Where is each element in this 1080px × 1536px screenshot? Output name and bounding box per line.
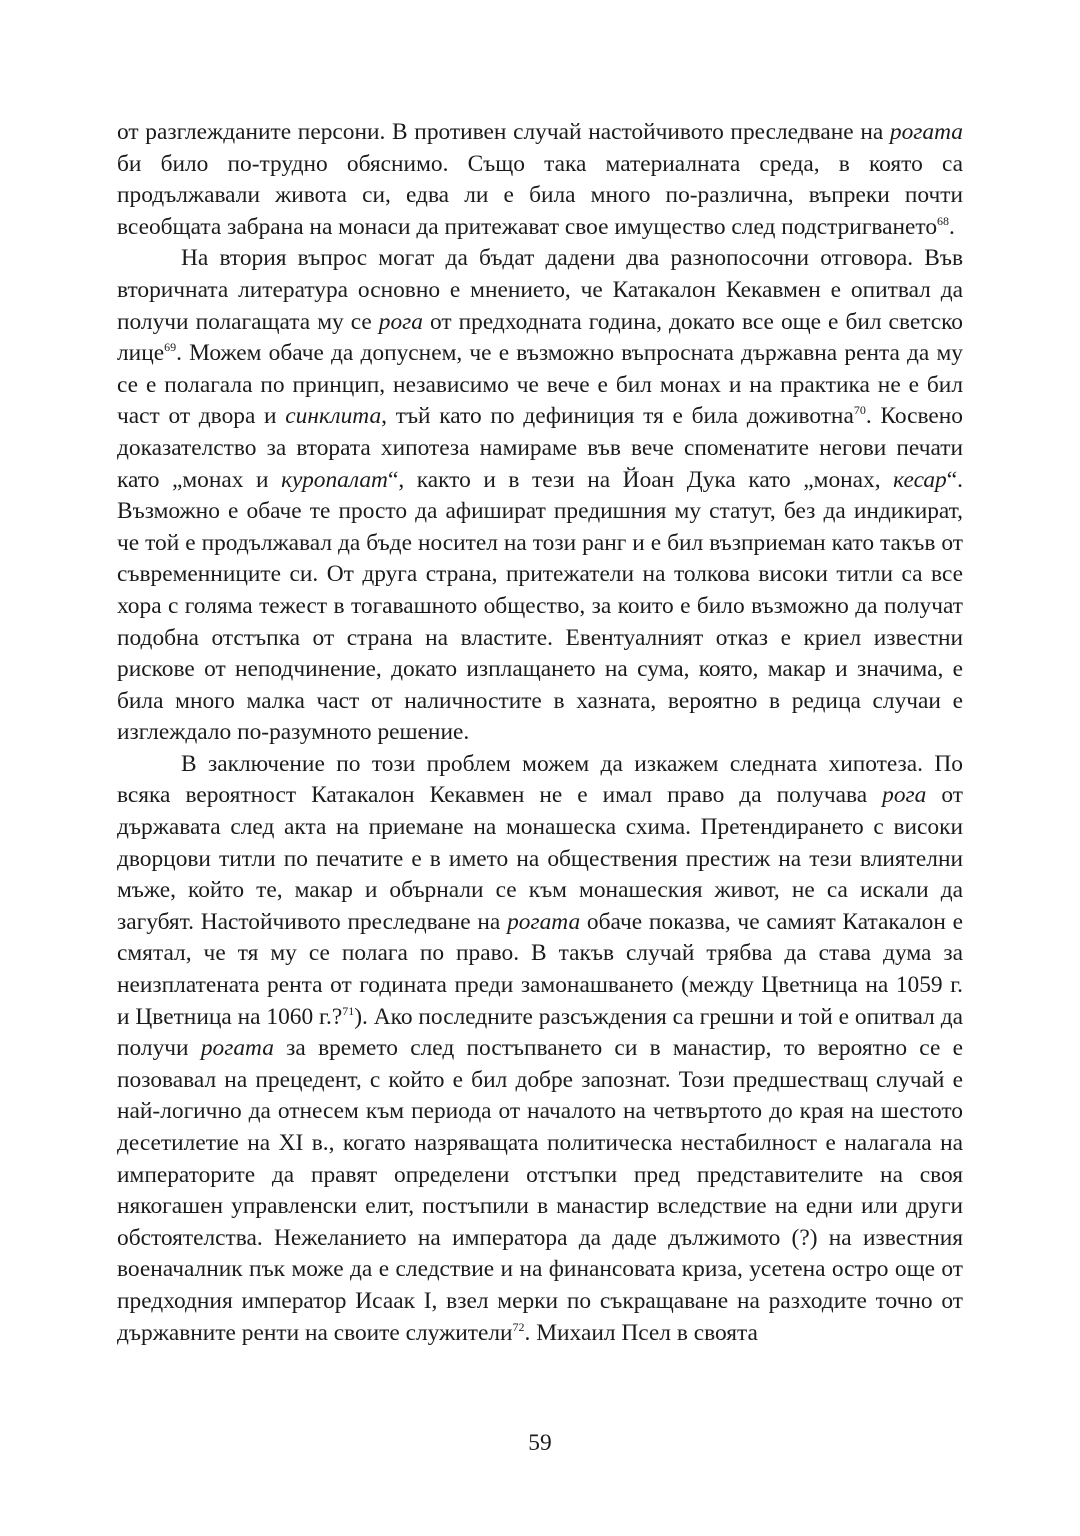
text-run: би било по-трудно обяснимо. Също така материалната среда, в която са продължавали живота си, едва ли е била много по-различна, въпреки почти всеобщата забрана на монаси да притежават свое имущество след подстригването — [117, 150, 963, 240]
text-run: ). Ако последните разсъждения са грешни и той е опитвал да получи — [117, 1003, 963, 1062]
italic-term: рога — [882, 782, 927, 809]
text-run: . — [949, 213, 955, 240]
footnote-ref[interactable]: 68 — [937, 213, 950, 228]
italic-term: рогата — [200, 1035, 274, 1062]
paragraph — [117, 243, 963, 749]
text-run: . Косвено доказателство за втората хипотеза намираме във вече споменатите негови печати като „монах и — [117, 403, 964, 493]
paragraph — [117, 749, 963, 1349]
text-run: от предходната година, докато все още е бил светско лице — [117, 308, 963, 367]
footnote-ref[interactable]: 72 — [512, 1319, 525, 1334]
italic-term: рогата — [507, 908, 581, 935]
text-run: В заключение по този проблем можем да изкажем следната хипотеза. По всяка вероятност Катакалон Кекавмен не е имал право да получава — [117, 750, 963, 809]
text-run: . Можем обаче да допуснем, че е възможно въпросната държавна рента да му се е полагала по принцип, независимо че вече е бил монах и на практика не е бил част от двора и — [117, 340, 963, 430]
italic-term: рогата — [889, 119, 963, 145]
text-run: “, както и в тези на Йоан Дука като „монах, — [387, 466, 894, 493]
page-body — [117, 117, 963, 1349]
text-run: На втория въпрос могат да бъдат дадени два разнопосочни отговора. Във вторичната литература основно е мнението, че Катакалон Кекавмен е опитвал да получи полагащата му се — [117, 245, 963, 335]
footnote-ref[interactable]: 69 — [164, 340, 177, 355]
text-run: , тъй като по дефиниция тя е била доживотна — [381, 403, 854, 430]
italic-term: куропалат — [281, 466, 388, 493]
text-run: от разглежданите персони. В противен случай настойчивото преследване на — [117, 119, 890, 145]
text-run: обаче показва, че самият Катакалон е смятал, че тя му се полага по право. В такъв случай трябва да става дума за неизплатената рента от годината преди замонашването (между Цветница на 1059 г. и Цветница на 1060 г.? — [117, 908, 964, 1030]
footnote-ref[interactable]: 70 — [853, 403, 866, 418]
footnote-ref[interactable]: 71 — [342, 1003, 355, 1018]
italic-term: кесар — [893, 466, 947, 493]
text-run: за времето след постъпването си в манастир, то вероятно се е позовавал на прецедент, с който е бил добре запознат. Този предшестващ случай е най-логично да отнесем към периода от началото на четвъртото до края на шестото десетилетие на XI в., когато назряващата политическа нестабилност е налагала на императорите да правят определени отстъпки пред представителите на своя някогашен управленски елит, постъпили в манастир вследствие на едни или други обстоятелства. Нежеланието на императора да даде дължимото (?) на известния военачалник пък може да е следствие и на финансовата криза, усетена остро още от предходния император Исаак I, взел мерки по съкращаване на разходите точно от държавните ренти на своите служители — [117, 1035, 964, 1346]
italic-term: рога — [378, 308, 423, 335]
page-number: 59 — [528, 1430, 552, 1456]
text-run: от държавата след акта на приемане на монашеска схима. Претендирането с високи дворцови титли по печатите е в името на обществения престиж на тези влиятелни мъже, който те, макар и обърнали се към монашеския живот, не са искали да загубят. Настойчивото преследване на — [117, 782, 963, 935]
italic-term: синклита — [285, 403, 382, 430]
text-run: . Михаил Псел в своята — [524, 1319, 758, 1346]
paragraph — [117, 117, 963, 243]
text-run: “. Възможно е обаче те просто да афишират предишния му статут, без да индикират, че той е продължавал да бъде носител на този ранг и е бил възприеман като такъв от съвременниците си. От друга страна, притежатели на толкова високи титли са все хора с голяма тежест в тогавашното общество, за които е било възможно да получат подобна отстъпка от страна на властите. Евентуалният отказ е криел известни рискове от неподчинение, докато изплащането на сума, която, макар и значима, е била много малка част от наличностите в хазната, вероятно в редица случаи е изглеждало по-разумното решение. — [117, 466, 963, 746]
